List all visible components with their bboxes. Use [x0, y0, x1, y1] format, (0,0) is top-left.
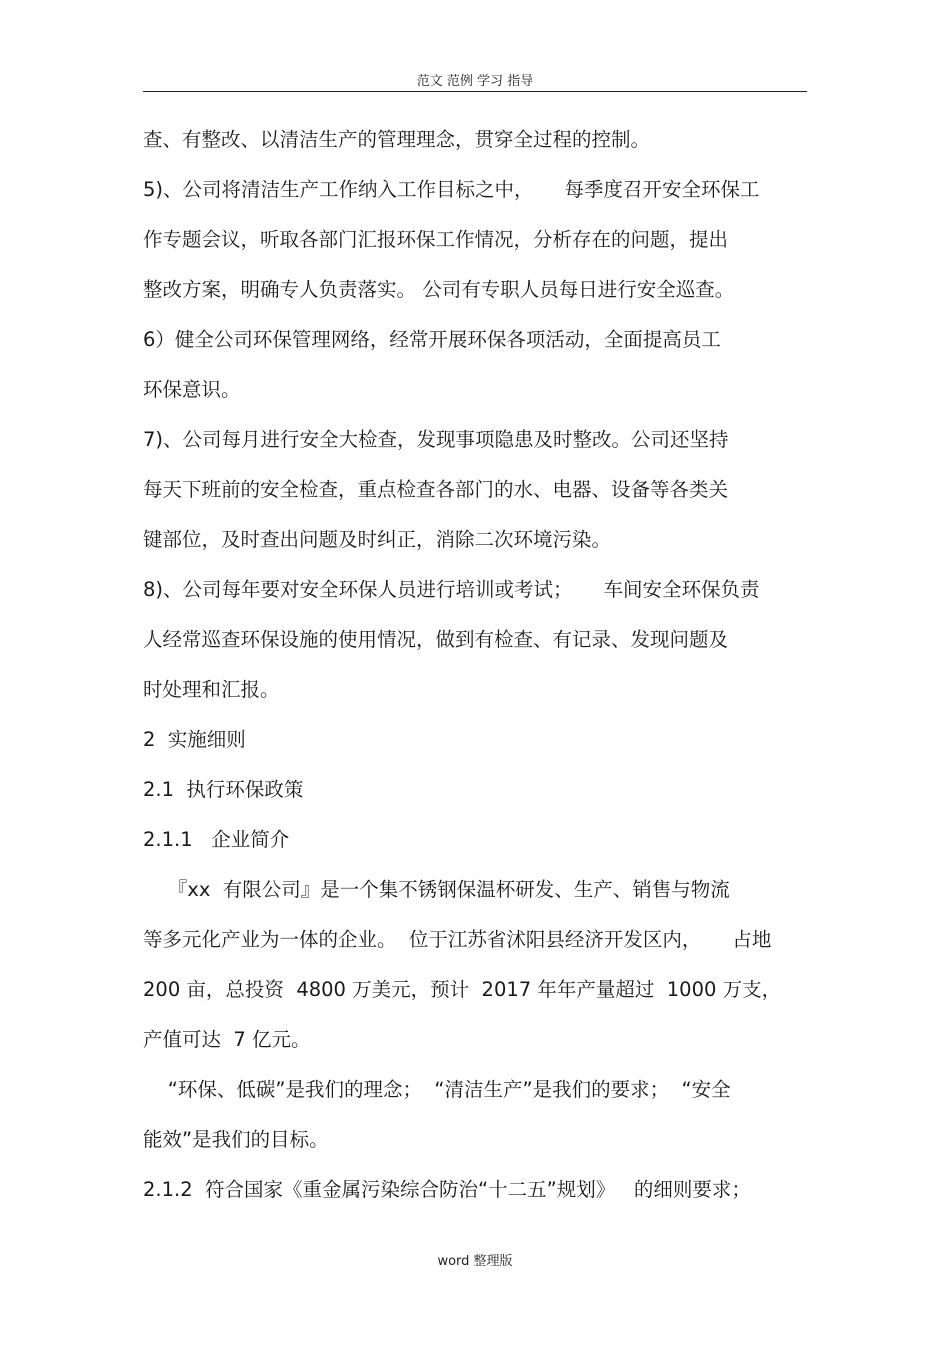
body-line: 整改方案，明确专人负责落实。 公司有专职人员每日进行安全巡查。 [143, 278, 735, 301]
body-line: 每天下班前的安全检查，重点检查各部门的水、电器、设备等各类关 [143, 478, 729, 501]
section-heading: 2.1 执行环保政策 [143, 778, 304, 801]
body-line: 环保意识。 [143, 378, 241, 401]
body-line: 能效”是我们的目标。 [143, 1128, 329, 1151]
body-line: 7)、公司每月进行安全大检查，发现事项隐患及时整改。公司还坚持 [143, 428, 729, 451]
body-line: 5)、公司将清洁生产工作纳入工作目标之中， 每季度召开安全环保工 [143, 178, 760, 201]
body-line: 查、有整改、以清洁生产的管理理念，贯穿全过程的控制。 [143, 128, 651, 151]
section-heading: 2.1.2 符合国家《重金属污染综合防治“十二五”规划》 的细则要求； [143, 1178, 751, 1201]
section-heading: 2.1.1 企业简介 [143, 828, 290, 851]
body-line: 键部位，及时查出问题及时纠正，消除二次环境污染。 [143, 528, 612, 551]
body-line: 『xx 有限公司』是一个集不锈钢保温杯研发、生产、销售与物流 [143, 878, 730, 901]
body-line: 8)、公司每年要对安全环保人员进行培训或考试； 车间安全环保负责 [143, 578, 760, 601]
body-line: 6）健全公司环保管理网络，经常开展环保各项活动，全面提高员工 [143, 328, 721, 351]
page-header: 范文 范例 学习 指导 [416, 74, 534, 89]
section-heading: 2 实施细则 [143, 728, 246, 751]
body-line: “环保、低碳”是我们的理念； “清洁生产”是我们的要求； “安全 [143, 1078, 731, 1101]
header-divider [143, 91, 807, 92]
body-line: 产值可达 7 亿元。 [143, 1028, 311, 1051]
body-line: 人经常巡查环保设施的使用情况，做到有检查、有记录、发现问题及 [143, 628, 729, 651]
body-line: 等多元化产业为一体的企业。 位于江苏省沭阳县经济开发区内， 占地 [143, 928, 772, 951]
page-footer: word 整理版 [437, 1254, 513, 1269]
body-line: 作专题会议，听取各部门汇报环保工作情况，分析存在的问题，提出 [143, 228, 729, 251]
body-line: 200 亩，总投资 4800 万美元，预计 2017 年年产量超过 1000 万支， [143, 978, 782, 1001]
body-line: 时处理和汇报。 [143, 678, 280, 701]
